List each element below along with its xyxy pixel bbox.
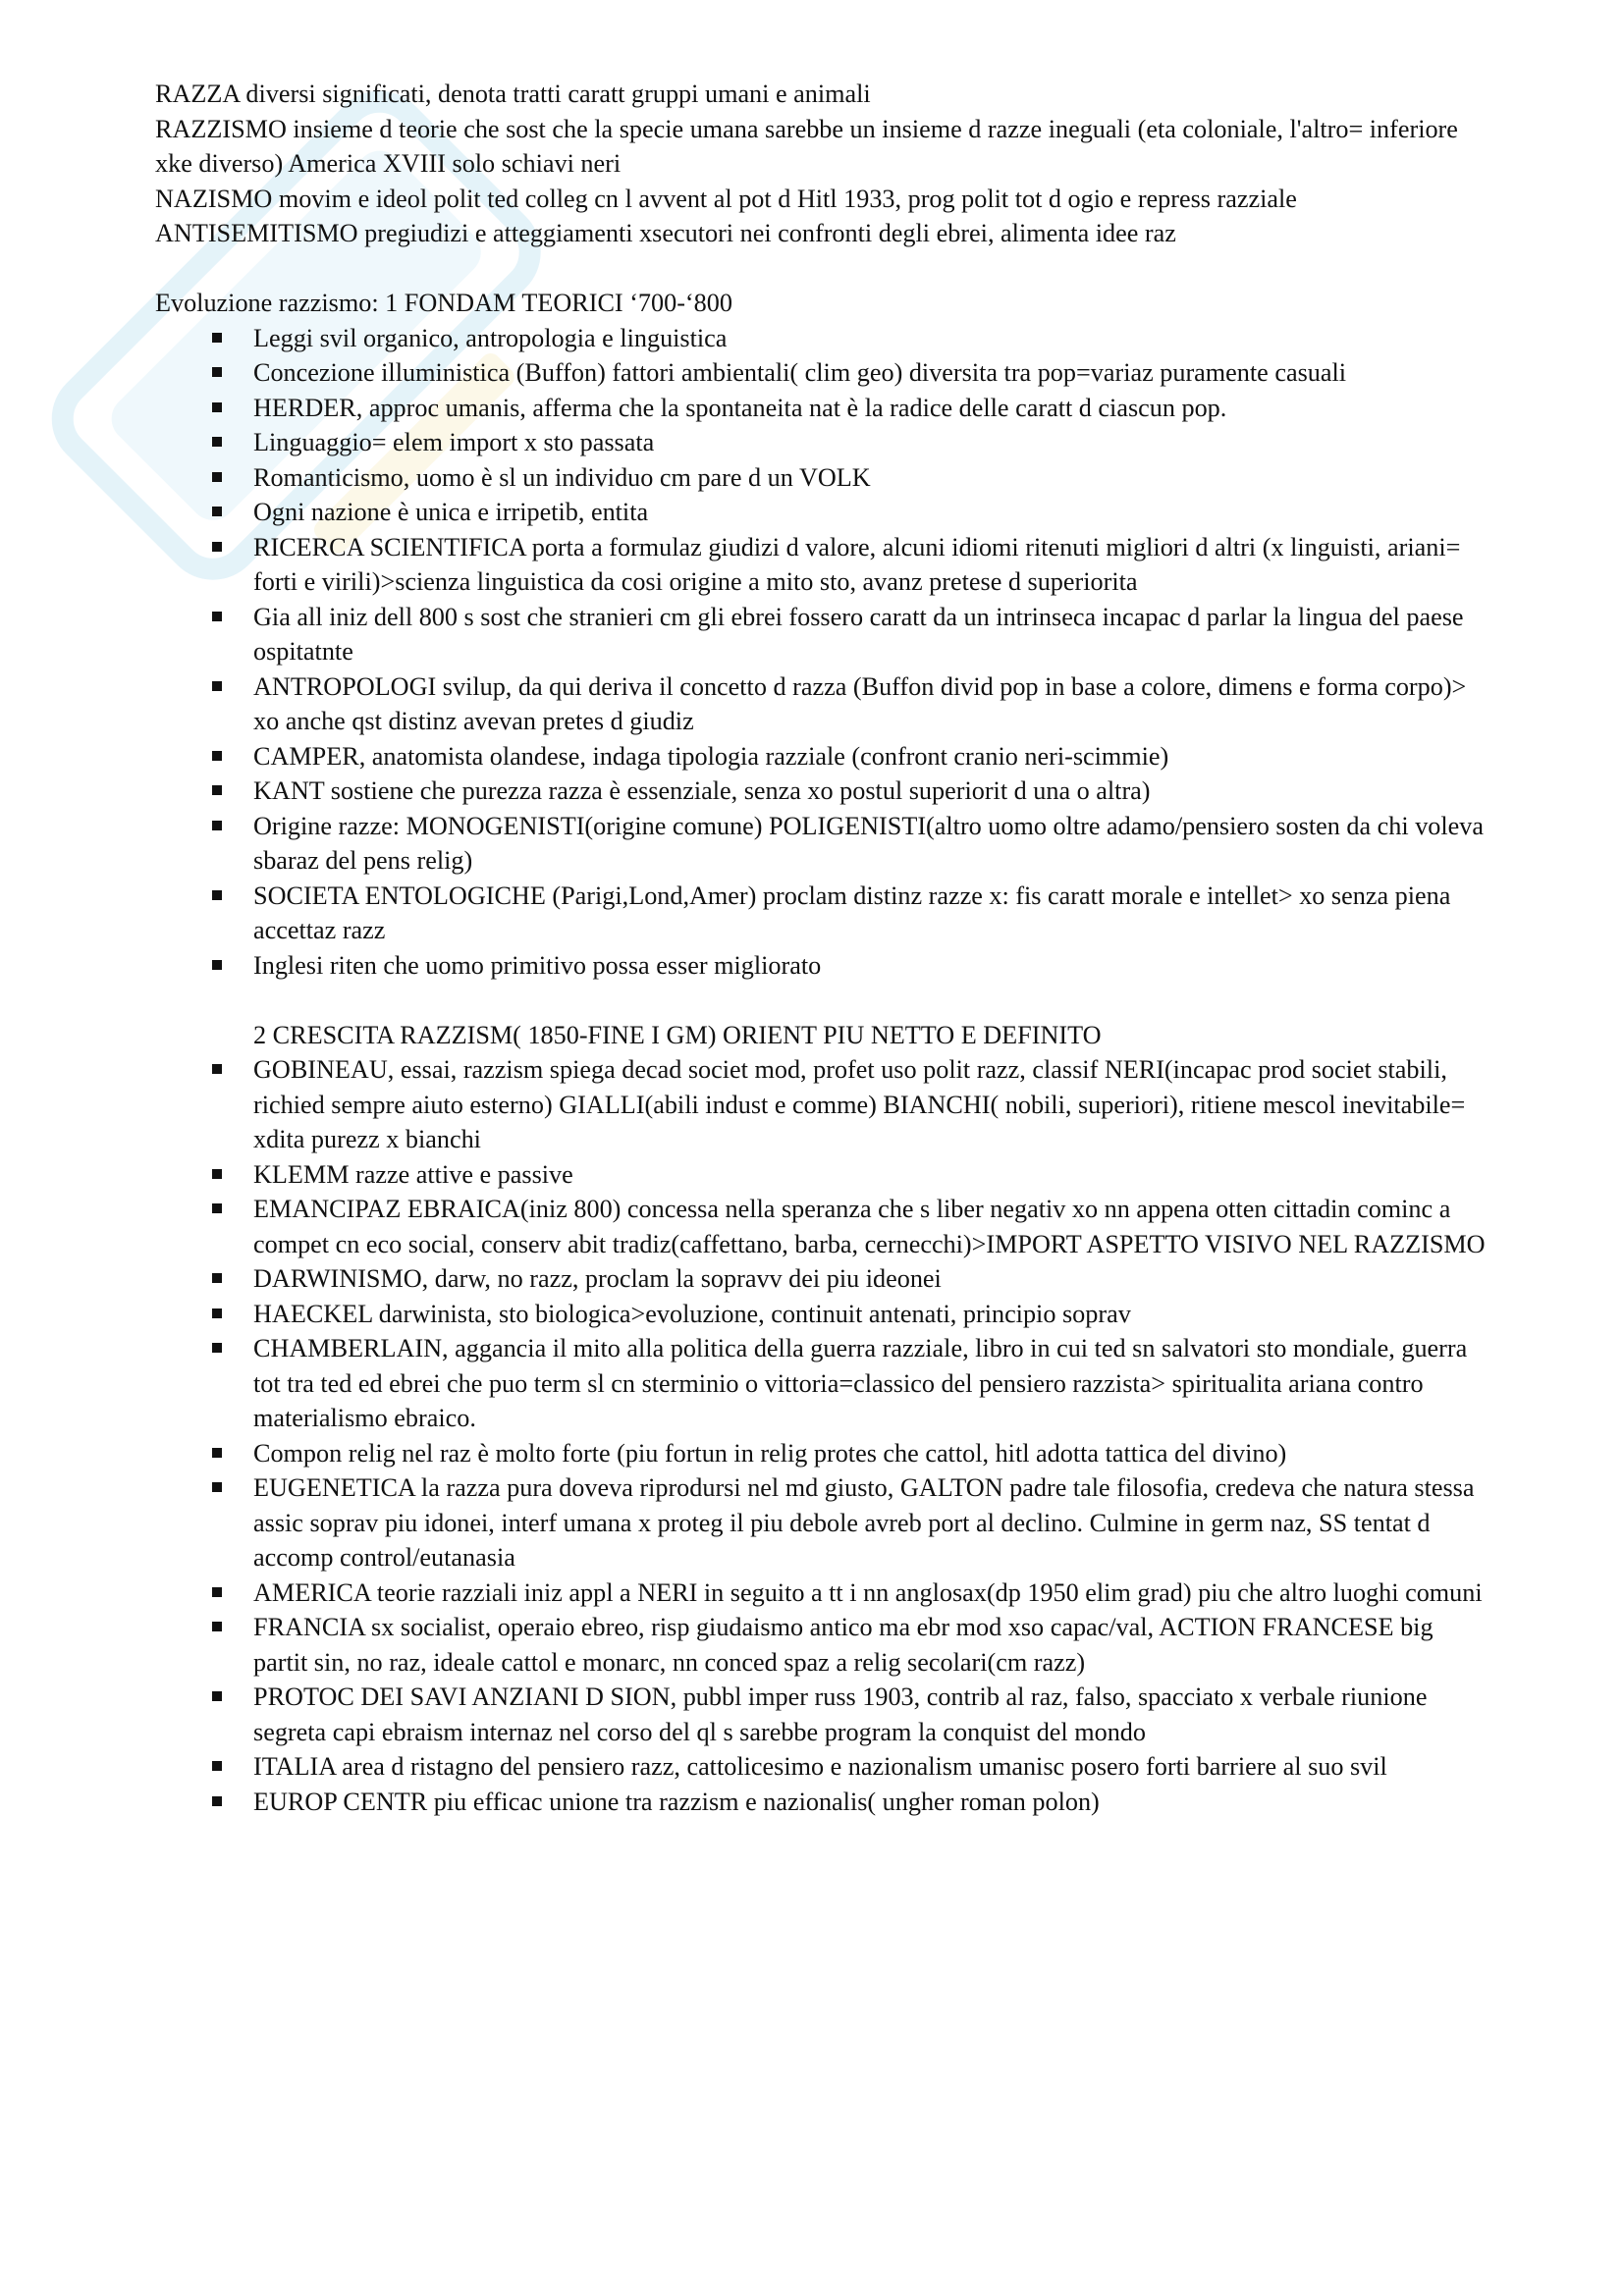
list-item: Inglesi riten che uomo primitivo possa esser migliorato bbox=[253, 948, 1490, 984]
spacer bbox=[155, 251, 1490, 287]
definition-razza: RAZZA diversi significati, denota tratti caratt gruppi umani e animali bbox=[155, 80, 871, 108]
list-item: CHAMBERLAIN, aggancia il mito alla politica della guerra razziale, libro in cui ted sn salvatori sto mondiale, guerra tot tra ted ed ebrei che puo term sl cn sterminio o vittoria=classico del pensiero razzista> spiritualita ariana contro materialismo ebraico. bbox=[253, 1331, 1490, 1436]
list-item: Ogni nazione è unica e irripetib, entita bbox=[253, 495, 1490, 530]
list-item: ITALIA area d ristagno del pensiero razz, cattolicesimo e nazionalism umanisc posero forti barriere al suo svil bbox=[253, 1749, 1490, 1785]
section1-list bbox=[155, 321, 1490, 984]
list-item: Gia all iniz dell 800 s sost che stranieri cm gli ebrei fossero caratt da un intrinseca incapac d parlar la lingua del paese ospitatnte bbox=[253, 600, 1490, 669]
list-item: RICERCA SCIENTIFICA porta a formulaz giudizi d valore, alcuni idiomi ritenuti migliori d altri (x linguisti, ariani= forti e virili)>scienza linguistica da cosi origine a mito sto, avanz pretese d superiorita bbox=[253, 530, 1490, 600]
list-item: Romanticismo, uomo è sl un individuo cm pare d un VOLK bbox=[253, 460, 1490, 496]
list-item: Linguaggio= elem import x sto passata bbox=[253, 425, 1490, 460]
list-item: KANT sostiene che purezza razza è essenziale, senza xo postul superiorit d una o altra) bbox=[253, 774, 1490, 809]
list-item: EUROP CENTR piu efficac unione tra razzism e nazionalis( ungher roman polon) bbox=[253, 1785, 1490, 1820]
list-item: Origine razze: MONOGENISTI(origine comune) POLIGENISTI(altro uomo oltre adamo/pensiero sosten da chi voleva sbaraz del pens relig) bbox=[253, 809, 1490, 879]
list-item: FRANCIA sx socialist, operaio ebreo, risp giudaismo antico ma ebr mod xso capac/val, ACTION FRANCESE big partit sin, no raz, ideale cattol e monarc, nn conced spaz a relig secolari(cm razz) bbox=[253, 1610, 1490, 1680]
definition-nazismo: NAZISMO movim e ideol polit ted colleg cn l avvent al pot d Hitl 1933, prog polit tot d ogio e repress razziale bbox=[155, 184, 1297, 213]
list-item: SOCIETA ENTOLOGICHE (Parigi,Lond,Amer) proclam distinz razze x: fis caratt morale e intellet> xo senza piena accettaz razz bbox=[253, 879, 1490, 948]
list-item: PROTOC DEI SAVI ANZIANI D SION, pubbl imper russ 1903, contrib al raz, falso, spacciato x verbale riunione segreta capi ebraism internaz nel corso del ql s sarebbe program la conquist del mondo bbox=[253, 1680, 1490, 1749]
definition-razzismo: RAZZISMO insieme d teorie che sost che la specie umana sarebbe un insieme d razze ineguali (eta coloniale, l'altro= inferiore xke diverso) America XVIII solo schiavi neri bbox=[155, 114, 1458, 178]
spacer bbox=[155, 983, 1490, 1018]
section1-heading: Evoluzione razzismo: 1 FONDAM TEORICI ‘700-‘800 bbox=[155, 289, 732, 317]
list-item: Concezione illuministica (Buffon) fattori ambientali( clim geo) diversita tra pop=variaz puramente casuali bbox=[253, 355, 1490, 391]
notes-page bbox=[155, 77, 1490, 1819]
list-item: GOBINEAU, essai, razzism spiega decad societ mod, profet uso polit razz, classif NERI(incapac prod societ stabili, richied sempre aiuto esterno) GIALLI(abili indust e comme) BIANCHI( nobili, superiori), ritiene mescol inevitabile= xdita purezz x bianchi bbox=[253, 1052, 1490, 1157]
list-item: EUGENETICA la razza pura doveva riprodursi nel md giusto, GALTON padre tale filosofia, credeva che natura stessa assic soprav piu idonei, interf umana x proteg il piu debole avreb port al declino. Culmine in germ naz, SS tentat d accomp control/eutanasia bbox=[253, 1470, 1490, 1575]
section2-list bbox=[155, 1052, 1490, 1819]
list-item: Compon relig nel raz è molto forte (piu fortun in relig protes che cattol, hitl adotta tattica del divino) bbox=[253, 1436, 1490, 1471]
list-item: EMANCIPAZ EBRAICA(iniz 800) concessa nella speranza che s liber negativ xo nn appena otten cittadin cominc a compet cn eco social, conserv abit tradiz(caffettano, barba, cernecchi)>IMPORT ASPETTO VISIVO NEL RAZZISMO bbox=[253, 1192, 1490, 1261]
list-item: DARWINISMO, darw, no razz, proclam la sopravv dei piu ideonei bbox=[253, 1261, 1490, 1297]
list-item: HERDER, approc umanis, afferma che la spontaneita nat è la radice delle caratt d ciascun pop. bbox=[253, 391, 1490, 426]
list-item: ANTROPOLOGI svilup, da qui deriva il concetto d razza (Buffon divid pop in base a colore, dimens e forma corpo)> xo anche qst distinz avevan pretes d giudiz bbox=[253, 669, 1490, 739]
definition-antisemitismo: ANTISEMITISMO pregiudizi e atteggiamenti xsecutori nei confronti degli ebrei, alimenta idee raz bbox=[155, 219, 1176, 247]
list-item: CAMPER, anatomista olandese, indaga tipologia razziale (confront cranio neri-scimmie) bbox=[253, 739, 1490, 774]
list-item: KLEMM razze attive e passive bbox=[253, 1157, 1490, 1193]
list-item: HAECKEL darwinista, sto biologica>evoluzione, continuit antenati, principio soprav bbox=[253, 1297, 1490, 1332]
section2-heading: 2 CRESCITA RAZZISM( 1850-FINE I GM) ORIENT PIU NETTO E DEFINITO bbox=[253, 1020, 1102, 1049]
list-item: Leggi svil organico, antropologia e linguistica bbox=[253, 321, 1490, 356]
list-item: AMERICA teorie razziali iniz appl a NERI in seguito a tt i nn anglosax(dp 1950 elim grad) piu che altro luoghi comuni bbox=[253, 1575, 1490, 1611]
